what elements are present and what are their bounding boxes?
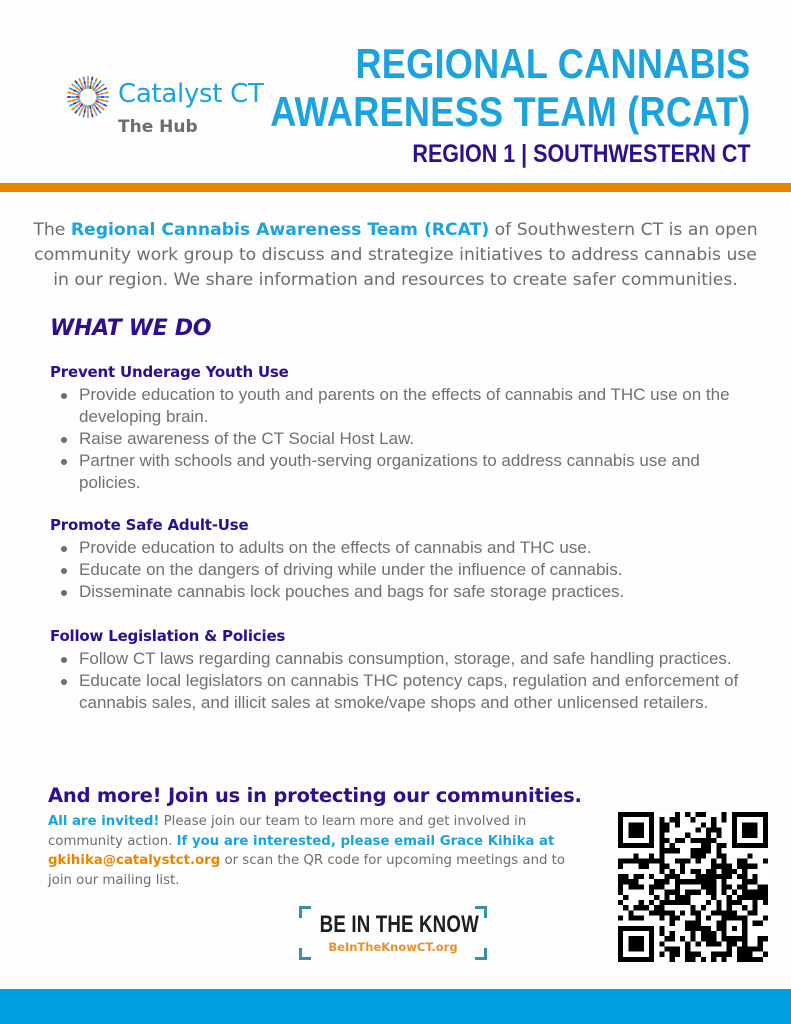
be-in-the-know-title: BE IN THE KNOW <box>319 911 479 938</box>
intro-highlight: Regional Cannabis Awareness Team (RCAT) <box>70 220 490 240</box>
list-item: Provide education to youth and parents on the effects of cannabis and THC use on the developing brain. <box>79 384 740 428</box>
contact-email-link[interactable]: gkihika@catalystct.org <box>48 853 221 868</box>
interested-text: If you are interested, please email Grace Kihika at <box>176 833 555 849</box>
what-we-do-heading: WHAT WE DO <box>50 316 212 341</box>
list-item: Educate on the dangers of driving while under the influence of cannabis. <box>79 559 740 581</box>
call-to-action-heading: And more! Join us in protecting our communities. <box>48 784 582 807</box>
section-title: Promote Safe Adult-Use <box>50 516 249 534</box>
be-in-the-know-logo <box>299 906 487 960</box>
page-title-block <box>192 40 751 170</box>
intro-suffix: of Southwestern CT is an open community work group to discuss and strategize initiatives to address cannabis use in our region. We share information and resources to create safer communities. <box>34 220 758 290</box>
bullet-list <box>50 648 740 714</box>
list-item: Follow CT laws regarding cannabis consumption, storage, and safe handling practices. <box>79 648 740 670</box>
region-subtitle: REGION 1 | SOUTHWESTERN CT <box>412 140 751 168</box>
be-in-the-know-url[interactable]: BeInTheKnowCT.org <box>328 940 458 954</box>
list-item: Raise awareness of the CT Social Host Law. <box>79 428 740 450</box>
section-promote-safe-adult-use <box>50 515 740 603</box>
section-title: Follow Legislation & Policies <box>50 627 286 645</box>
call-to-action-body <box>48 812 578 890</box>
logo-name: Catalyst CT <box>118 79 264 109</box>
page-title-line-1: REGIONAL CANNABIS <box>355 40 751 87</box>
starburst-logo-icon <box>66 75 110 119</box>
logo-subtitle: The Hub <box>118 117 198 137</box>
bullet-list <box>50 537 740 603</box>
section-follow-legislation <box>50 626 740 714</box>
list-item: Provide education to adults on the effects of cannabis and THC use. <box>79 537 740 559</box>
footer-blue-band <box>0 989 791 1024</box>
cta-text-1: Please join our team to learn more and get involved in community action. <box>48 814 527 849</box>
all-invited-text: All are invited! <box>48 814 160 829</box>
section-prevent-underage-use <box>50 362 740 494</box>
list-item: Educate local legislators on cannabis THC potency caps, regulation and enforcement of cannabis sales, and illicit sales at smoke/vape shops and other unlicensed retailers. <box>79 671 739 712</box>
intro-prefix: The <box>33 220 71 240</box>
qr-code-icon[interactable] <box>618 812 768 962</box>
section-title: Prevent Underage Youth Use <box>50 363 289 381</box>
bracket-corner-icon <box>299 906 311 918</box>
orange-divider <box>0 183 791 192</box>
bullet-list <box>50 384 740 494</box>
cta-text-2: or scan the QR code for upcoming meetings and to join our mailing list. <box>48 853 566 888</box>
list-item: Disseminate cannabis lock pouches and bags for safe storage practices. <box>79 581 740 603</box>
list-item: Partner with schools and youth-serving organizations to address cannabis use and policies. <box>79 450 740 494</box>
page-title-line-2: AWARENESS TEAM (RCAT) <box>270 88 751 135</box>
intro-paragraph <box>30 218 761 293</box>
